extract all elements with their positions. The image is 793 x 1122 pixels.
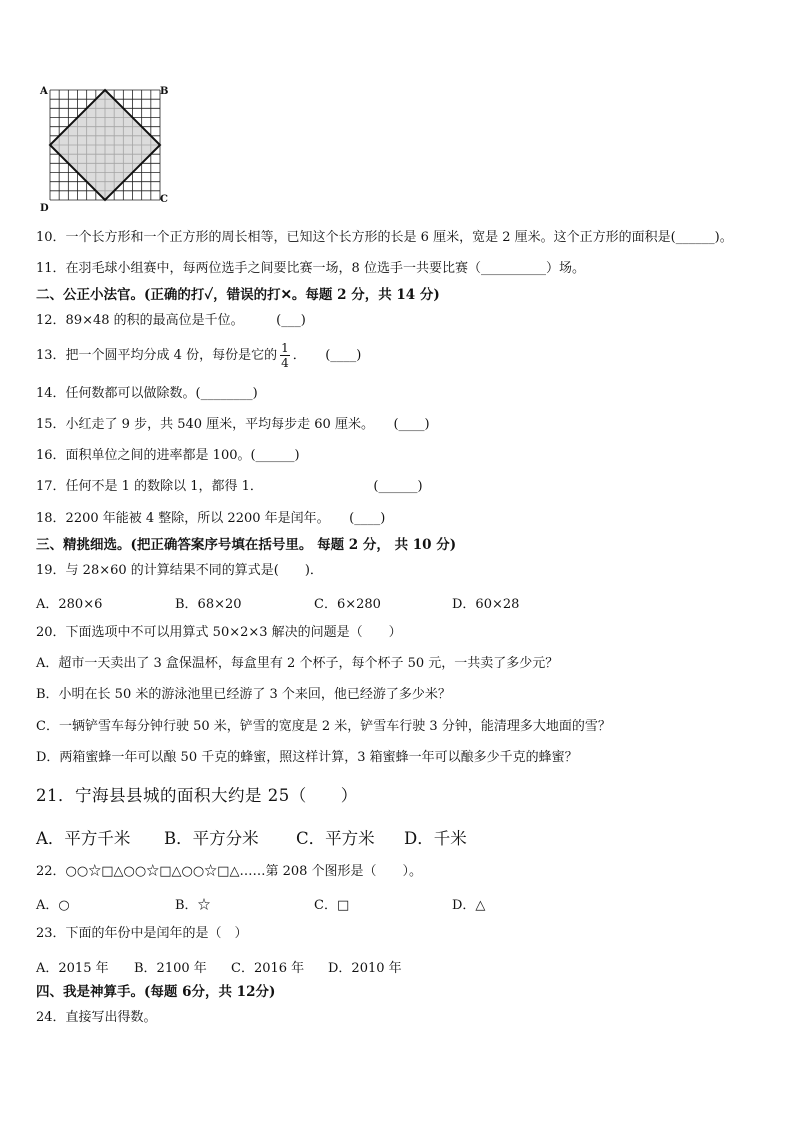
question-17: 17．任何不是 1 的数除以 1，都得 1． (______) — [36, 479, 423, 494]
q23-option-c: C．2016 年 — [231, 961, 305, 976]
question-16: 16．面积单位之间的进率都是 100。(______) — [36, 448, 300, 463]
section-2-heading: 二、公正小法官。(正确的打✓，错误的打✕。每题 2 分，共 14 分) — [36, 287, 440, 303]
question-12: 12．89×48 的积的最高位是千位。 (___) — [36, 313, 306, 328]
q21-option-b: B．平方分米 — [164, 829, 259, 848]
q21-option-d: D．千米 — [404, 829, 467, 848]
q23-option-a: A．2015 年 — [36, 961, 109, 976]
fraction-numerator: 1 — [281, 341, 289, 355]
fraction-one-quarter — [280, 341, 290, 370]
q19-option-a: A．280×6 — [36, 597, 103, 612]
vertex-label-a: A — [40, 86, 48, 97]
q21-option-c: C．平方米 — [296, 829, 375, 848]
q22-option-a: A．○ — [36, 898, 70, 913]
question-20: 20．下面选项中不可以用算式 50×2×3 解决的问题是（ ） — [36, 625, 402, 640]
q23-option-d: D．2010 年 — [328, 961, 402, 976]
question-13 — [36, 339, 361, 373]
question-22: 22．○○☆□△○○☆□△○○☆□△……第 208 个图形是（ ）。 — [36, 864, 423, 879]
question-23: 23．下面的年份中是闰年的是（ ） — [36, 926, 248, 941]
question-19: 19．与 28×60 的计算结果不同的算式是( )． — [36, 563, 323, 578]
vertex-label-d: D — [40, 203, 49, 214]
q22-option-c: C．□ — [314, 898, 350, 913]
question-13-text: 13．把一个圆平均分成 4 份，每份是它的 — [36, 348, 278, 363]
question-15: 15．小红走了 9 步，共 540 厘米，平均每步走 60 厘米。 (____) — [36, 417, 430, 432]
fraction-denominator: 4 — [281, 356, 289, 370]
q20-option-d: D．两箱蜜蜂一年可以酿 50 千克的蜂蜜，照这样计算，3 箱蜜蜂一年可以酿多少千克的蜂蜜？ — [36, 750, 578, 765]
vertex-label-c: C — [160, 194, 168, 205]
question-10: 10．一个长方形和一个正方形的周长相等，已知这个长方形的长是 6 厘米，宽是 2 厘米。这个正方形的面积是(______)。 — [36, 230, 733, 245]
q19-option-b: B．68×20 — [175, 597, 242, 612]
vertex-label-b: B — [160, 86, 169, 97]
q22-option-b: B．☆ — [175, 898, 211, 913]
question-11: 11．在羽毛球小组赛中，每两位选手之间要比赛一场，8 位选手一共要比赛（__________）场。 — [36, 261, 585, 276]
q21-option-a: A．平方千米 — [36, 829, 131, 848]
q20-option-a: A．超市一天卖出了 3 盒保温杯，每盒里有 2 个杯子，每个杯子 50 元，一共卖了多少元？ — [36, 656, 559, 671]
question-21: 21．宁海县县城的面积大约是 25（ ） — [36, 786, 358, 805]
q19-option-d: D．60×28 — [452, 597, 520, 612]
question-14: 14．任何数都可以做除数。(________) — [36, 386, 258, 401]
question-24: 24．直接写出得数。 — [36, 1010, 157, 1025]
q22-option-d: D．△ — [452, 898, 486, 913]
section-4-heading: 四、我是神算手。(每题 6分，共 12分) — [36, 984, 276, 1000]
q20-option-b: B．小明在长 50 米的游泳池里已经游了 3 个来回，他已经游了多少米？ — [36, 687, 451, 702]
question-13-answer: ． (____) — [292, 348, 362, 363]
q23-option-b: B．2100 年 — [134, 961, 207, 976]
q19-option-c: C．6×280 — [314, 597, 381, 612]
grid-diamond-figure — [36, 84, 176, 214]
section-3-heading: 三、精挑细选。(把正确答案序号填在括号里。 每题 2 分， 共 10 分) — [36, 537, 457, 553]
question-18: 18．2200 年能被 4 整除，所以 2200 年是闰年。 (____) — [36, 511, 386, 526]
diamond-square — [50, 90, 160, 200]
q20-option-c: C．一辆铲雪车每分钟行驶 50 米，铲雪的宽度是 2 米，铲雪车行驶 3 分钟，能清理多大地面的雪？ — [36, 719, 611, 734]
